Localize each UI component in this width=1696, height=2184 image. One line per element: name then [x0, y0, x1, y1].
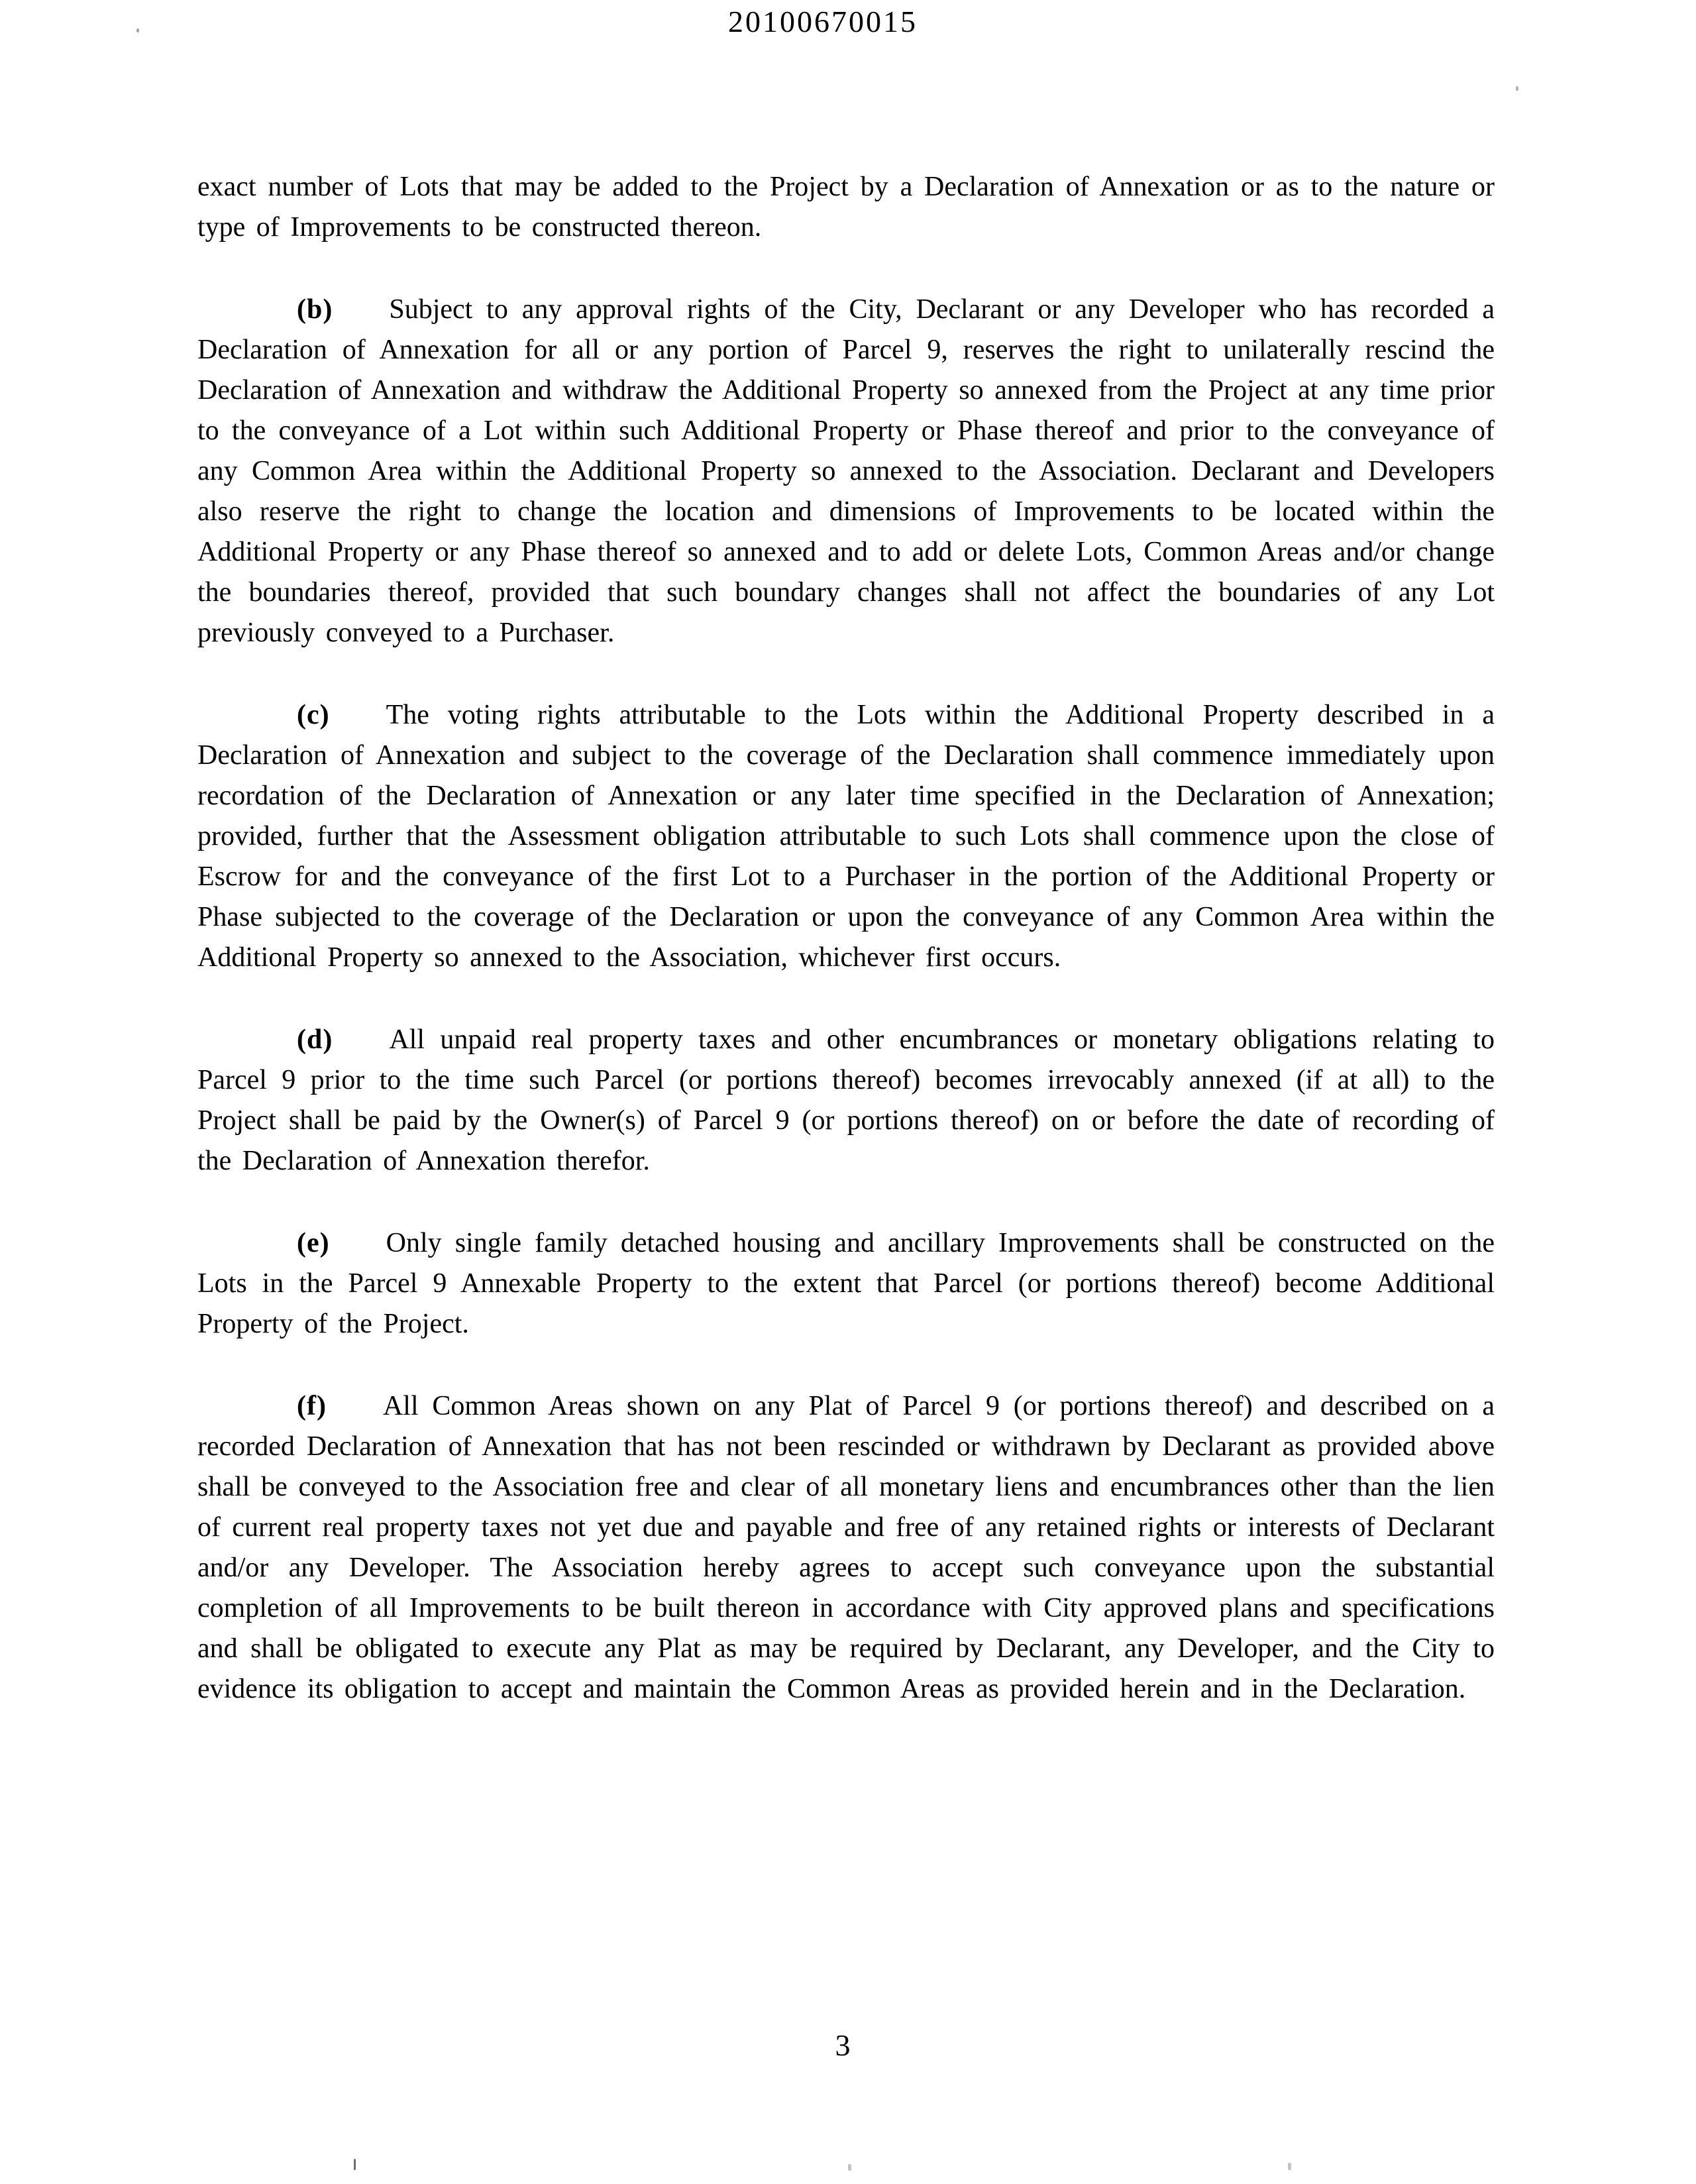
document-body: [197, 167, 1495, 1751]
paragraph-c: [197, 695, 1495, 978]
scan-speck: [848, 2164, 851, 2171]
paragraph-continuation: [197, 167, 1495, 248]
paragraph-d-label: (d): [297, 1024, 333, 1055]
paragraph-f-text: All Common Areas shown on any Plat of Parcel 9 (or portions thereof) and described on a recorded Declaration of Annexation that has not been rescinded or withdrawn by Declarant as provided above shall be conveyed to the Association free and clear of all monetary liens and encumbrances other than the lien of current real property taxes not yet due and payable and free of any retained rights or interests of Declarant and/or any Developer. The Association hereby agrees to accept such conveyance upon the substantial completion of all Improvements to be built thereon in accordance with City approved plans and specifications and shall be obligated to execute any Plat as may be required by Declarant, any Developer, and the City to evidence its obligation to accept and maintain the Common Areas as provided herein and in the Declaration.: [197, 1391, 1495, 1704]
paragraph-d-text: All unpaid real property taxes and other encumbrances or monetary obligations relating to Parcel 9 prior to the time such Parcel (or portions thereof) becomes irrevocably annexed (if at all) to the Project shall be paid by the Owner(s) of Parcel 9 (or portions thereof) on or before the date of recording of the Declaration of Annexation therefor.: [197, 1024, 1495, 1176]
paragraph-f-label: (f): [297, 1391, 327, 1421]
paragraph-e-text: Only single family detached housing and ancillary Improvements shall be constructed on the Lots in the Parcel 9 Annexable Property to the extent that Parcel (or portions thereof) become Additional Property of the Project.: [197, 1228, 1495, 1339]
scan-speck: [1288, 2163, 1291, 2170]
scan-speck: [1516, 86, 1518, 91]
page-number: 3: [835, 2028, 851, 2062]
paragraph-d: [197, 1020, 1495, 1181]
paragraph-b-text: Subject to any approval rights of the City, Declarant or any Developer who has recorded a Declaration of Annexation for all or any portion of Parcel 9, reserves the right to unilaterally rescind the Declaration of Annexation and withdraw the Additional Property so annexed from the Project at any time prior to the conveyance of a Lot within such Additional Property or Phase thereof and prior to the conveyance of any Common Area within the Additional Property so annexed to the Association. Declarant and Developers also reserve the right to change the location and dimensions of Improvements to be located within the Additional Property or any Phase thereof so annexed and to add or delete Lots, Common Areas and/or change the boundaries thereof, provided that such boundary changes shall not affect the boundaries of any Lot previously conveyed to a Purchaser.: [197, 294, 1495, 648]
recording-number: 20100670015: [728, 5, 918, 38]
paragraph-b-label: (b): [297, 294, 333, 325]
paragraph-c-label: (c): [297, 700, 330, 730]
paragraph-e-label: (e): [297, 1228, 330, 1258]
scan-speck: [136, 28, 139, 32]
paragraph-e: [197, 1223, 1495, 1344]
paragraph-b: [197, 290, 1495, 653]
paragraph-c-text: The voting rights attributable to the Lots within the Additional Property described in a Declaration of Annexation and subject to the coverage of the Declaration shall commence immediately upon recordation of the Declaration of Annexation or any later time specified in the Declaration of Annexation; provided, further that the Assessment obligation attributable to such Lots shall commence upon the close of Escrow for and the conveyance of the first Lot to a Purchaser in the portion of the Additional Property or Phase subjected to the coverage of the Declaration or upon the conveyance of any Common Area within the Additional Property so annexed to the Association, whichever first occurs.: [197, 700, 1495, 973]
paragraph-f: [197, 1386, 1495, 1710]
paragraph-continuation-text: exact number of Lots that may be added to the Project by a Declaration of Annexation or as to the nature or type of Improvements to be constructed thereon.: [197, 172, 1495, 243]
scan-speck: [354, 2159, 356, 2170]
